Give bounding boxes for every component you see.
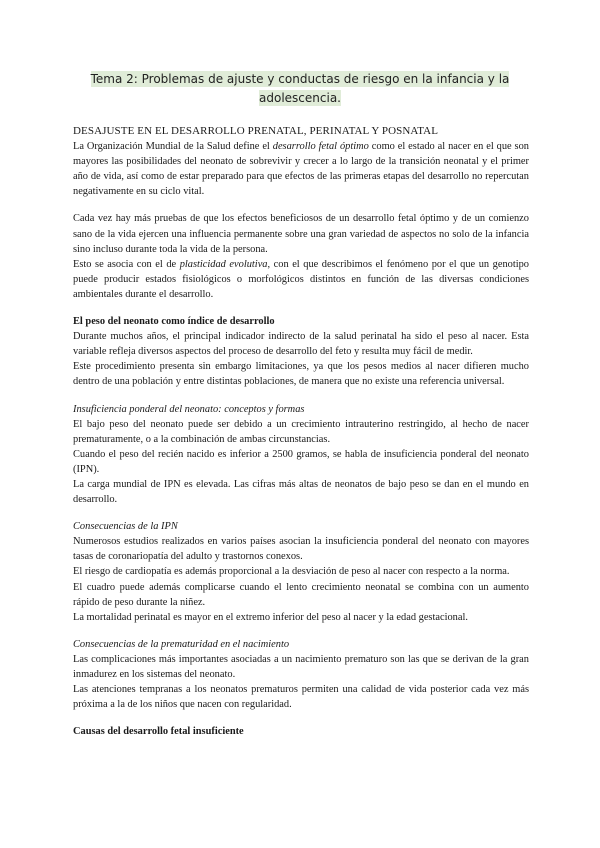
section-heading-prematuridad: Consecuencias de la prematuridad en el nacimiento [73,638,290,650]
term-desarrollo-fetal: desarrollo fetal óptimo [272,141,369,153]
section-heading-insuficiencia: Insuficiencia ponderal del neonato: conceptos y formas [73,403,305,415]
section-heading-peso: El peso del neonato como índice de desarrollo [73,316,275,328]
paragraph: Cada vez hay más pruebas de que los efectos beneficiosos de un desarrollo fetal óptimo y de un comienzo sano de la vida ejercen una influencia permanente sobre una gran variedad de aspectos no solo de la infancia sino incluso durante toda la vida de la persona. [73,213,529,255]
section-heading-desajuste: DESAJUSTE EN EL DESARROLLO PRENATAL, PERINATAL Y POSNATAL [73,125,439,137]
document-title [90,70,510,108]
paragraph: La mortalidad perinatal es mayor en el extremo inferior del peso al nacer y la edad gestacional. [73,611,468,623]
paragraph: Esto se asocia con el de plasticidad evolutiva, con el que describimos el fenómeno por el que un genotipo puede producir estados fisiológicos o morfológicos distintos en función de las diversas condiciones ambientales durante el desarrollo. [73,258,529,300]
paragraph: Las complicaciones más importantes asociadas a un nacimiento prematuro son las que se derivan de la gran inmadurez en los sistemas del neonato. [73,653,529,680]
paragraph: Este procedimiento presenta sin embargo limitaciones, ya que los pesos medios al nacer difieren mucho dentro de una población y entre distintas poblaciones, de manera que no existe una referencia universal. [73,361,529,388]
paragraph: El bajo peso del neonato puede ser debido a un crecimiento intrauterino restringido, al hecho de nacer prematuramente, o a la combinación de ambas circunstancias. [73,418,529,445]
document-body [73,124,529,739]
section-heading-causas: Causas del desarrollo fetal insuficiente [73,726,244,738]
paragraph: El riesgo de cardiopatía es además proporcional a la desviación de peso al nacer con respecto a la norma. [73,566,510,578]
paragraph: Numerosos estudios realizados en varios países asocian la insuficiencia ponderal del neonato con mayores tasas de coronariopatía del adulto y trastornos conexos. [73,536,529,563]
paragraph: La Organización Mundial de la Salud define el desarrollo fetal óptimo como el estado al nacer en el que son mayores las posibilidades del neonato de sobrevivir y crecer a lo largo de la transición neonatal y el primer año de vida, así como de estar preparado para que efectos de las primeras etapas del desarrollo no repercutan negativamente en su ciclo vital. [73,141,529,198]
section-heading-consecuencias-ipn: Consecuencias de la IPN [73,521,178,533]
paragraph: El cuadro puede además complicarse cuando el lento crecimiento neonatal se combina con un aumento rápido de peso durante la niñez. [73,581,529,608]
title-line-1: Tema 2: Problemas de ajuste y conductas de riesgo en la infancia y la [90,72,510,86]
paragraph: Durante muchos años, el principal indicador indirecto de la salud perinatal ha sido el peso al nacer. Esta variable refleja diversos aspectos del proceso de desarrollo del feto y resulta muy fácil de medir. [73,331,529,358]
title-line-2: adolescencia. [259,91,341,105]
paragraph: Las atenciones tempranas a los neonatos prematuros permiten una calidad de vida posterior cada vez más próxima a la de los niños que nacen con regularidad. [73,684,529,711]
paragraph: Cuando el peso del recién nacido es inferior a 2500 gramos, se habla de insuficiencia ponderal del neonato (IPN). [73,448,529,475]
term-plasticidad: plasticidad evolutiva [179,258,268,270]
paragraph: La carga mundial de IPN es elevada. Las cifras más altas de neonatos de bajo peso se dan en el mundo en desarrollo. [73,478,529,506]
